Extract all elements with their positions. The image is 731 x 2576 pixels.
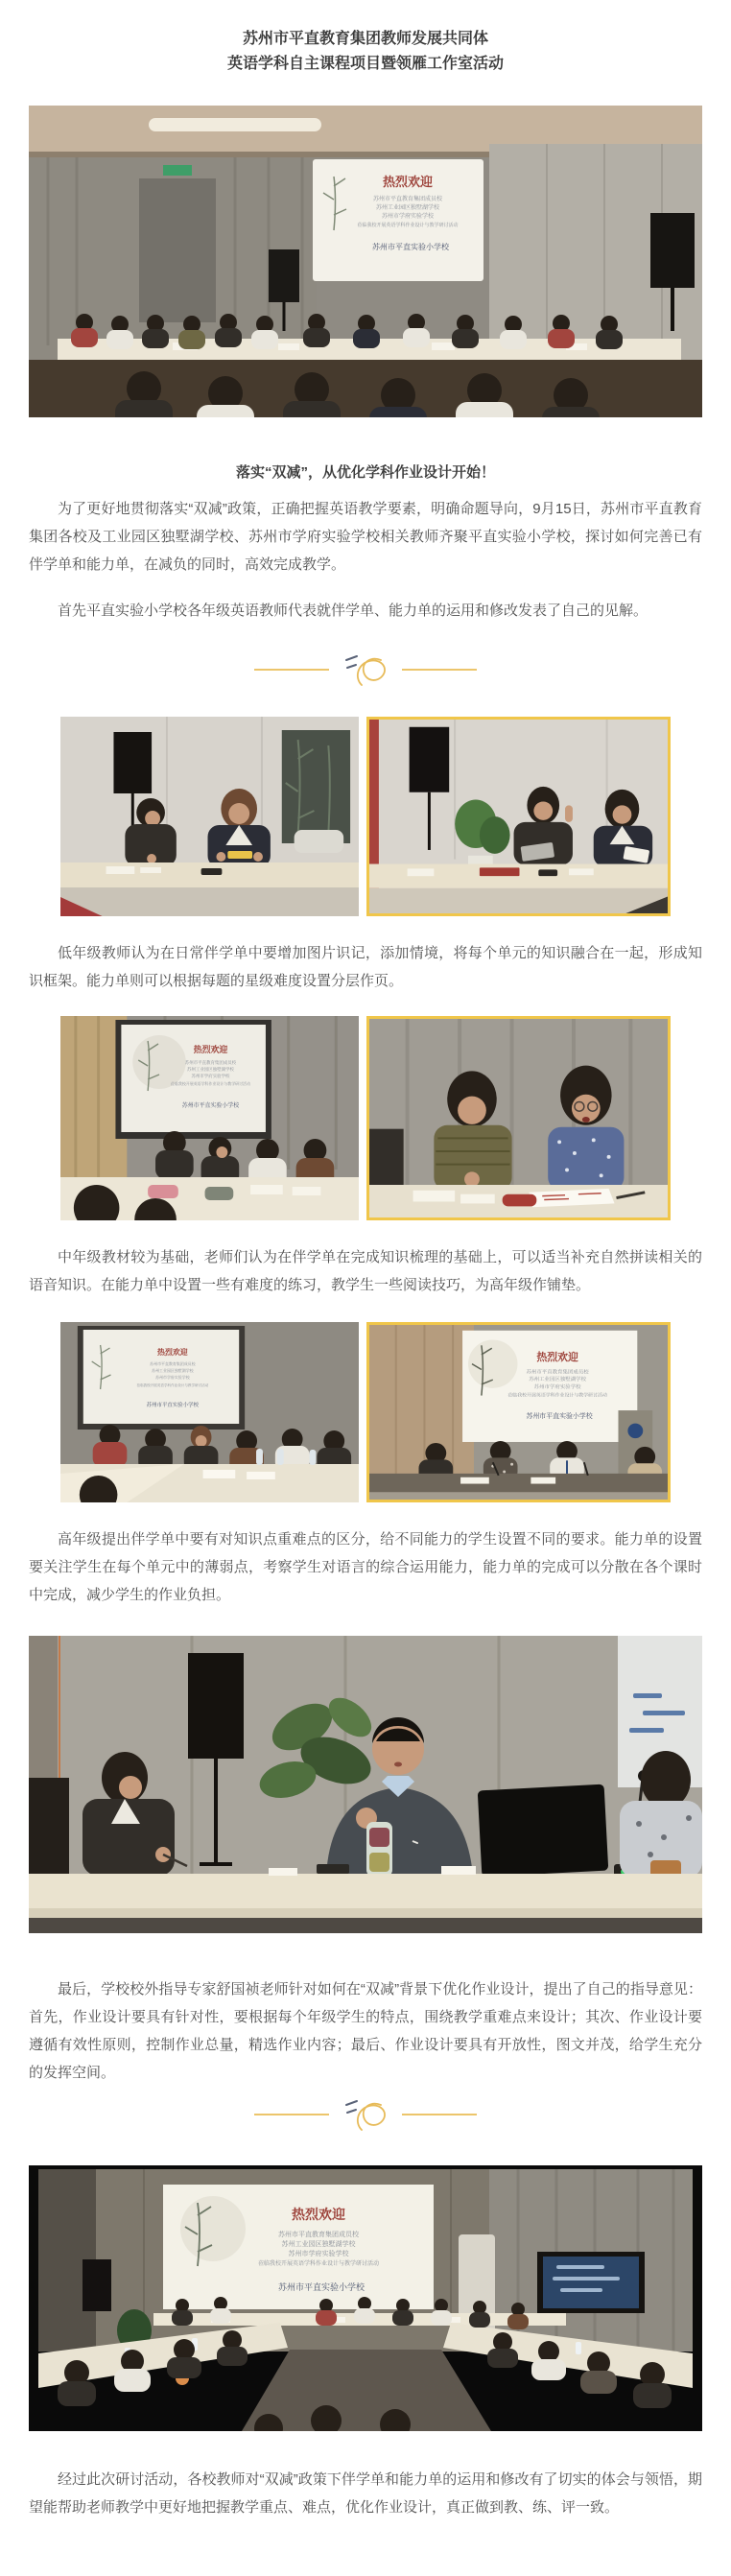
desk-with-books <box>369 1185 668 1217</box>
svg-text:苏州市平直实验小学校: 苏州市平直实验小学校 <box>181 1102 240 1110</box>
svg-text:热烈欢迎: 热烈欢迎 <box>193 1044 228 1055</box>
svg-text:苏州工业园区独墅湖学校: 苏州工业园区独墅湖学校 <box>187 1066 234 1073</box>
section-divider <box>231 648 500 692</box>
svg-text:莅临我校开展英语学科作业设计与教学研讨活动: 莅临我校开展英语学科作业设计与教学研讨活动 <box>257 2261 380 2267</box>
article-headline: 落实“双减”，从优化学科作业设计开始！ <box>235 464 495 481</box>
projection-screen <box>462 1331 637 1442</box>
photo-low-grade-teachers-1[interactable] <box>60 717 359 916</box>
meeting-table <box>60 863 359 916</box>
svg-text:热烈欢迎: 热烈欢迎 <box>157 1347 188 1358</box>
projection-screen <box>313 159 483 281</box>
divider-swirl-icon <box>339 2093 392 2136</box>
svg-text:苏州市学府实验学校: 苏州市学府实验学校 <box>155 1374 190 1381</box>
projection-screen <box>115 1020 271 1139</box>
photo-row-high-grade <box>60 1322 671 1502</box>
photo-expert-guidance[interactable] <box>29 1636 702 1933</box>
svg-text:苏州市平直教育集团成员校: 苏州市平直教育集团成员校 <box>150 1360 196 1367</box>
svg-text:苏州工业园区独墅湖学校: 苏州工业园区独墅湖学校 <box>281 2241 356 2248</box>
svg-text:莅临我校开展英语学科作业设计与教学研讨活动: 莅临我校开展英语学科作业设计与教学研讨活动 <box>507 1393 607 1399</box>
article-title-line2: 英语学科自主课程项目暨领雁工作室活动 <box>226 56 504 72</box>
svg-text:苏州市平直实验小学校: 苏州市平直实验小学校 <box>372 243 449 251</box>
conference-table <box>29 1864 702 1933</box>
paragraph-low-grade: 低年级教师认为在日常伴学单中要增加图片识记，添加情境，将每个单元的知识融合在一起，形成知识框架。能力单则可以根据每题的星级难度设置分层作页。 <box>29 945 702 989</box>
svg-text:莅临我校开展英语学科作业设计与教学研讨活动: 莅临我校开展英语学科作业设计与教学研讨活动 <box>171 1080 250 1087</box>
svg-text:热烈欢迎: 热烈欢迎 <box>292 2207 345 2222</box>
projection-screen <box>78 1326 245 1430</box>
photo-high-grade-panel-2[interactable] <box>366 1322 671 1502</box>
divider-line-right <box>402 2114 477 2115</box>
svg-text:苏州市平直实验小学校: 苏州市平直实验小学校 <box>146 1402 200 1409</box>
svg-text:苏州市平直教育集团成员校: 苏州市平直教育集团成员校 <box>526 1369 589 1376</box>
divider-line-right <box>402 669 477 671</box>
svg-text:热烈欢迎: 热烈欢迎 <box>536 1351 578 1363</box>
paragraph-mid-grade: 中年级教材较为基础，老师们认为在伴学单在完成知识梳理的基础上，可以适当补充自然拼读相关的语音知识。在能力单中设置一些有难度的练习，教学生一些阅读技巧，为高年级作铺垫。 <box>29 1249 702 1293</box>
photo-high-grade-discussion-1[interactable] <box>60 1322 359 1502</box>
photo-row-low-grade <box>60 717 671 916</box>
svg-text:苏州市平直教育集团成员校: 苏州市平直教育集团成员校 <box>372 197 443 202</box>
projection-screen <box>163 2185 434 2309</box>
paragraph-high-grade: 高年级提出伴学单中要有对知识点重难点的区分，给不同能力的学生设置不同的要求。能力单的设置要关注学生在每个单元中的薄弱点，考察学生对语言的综合运用能力，能力单的完成可以分散在各个课时中完成，减少学生的作业负担。 <box>29 1531 702 1603</box>
divider-line-left <box>254 669 329 671</box>
svg-text:苏州市学府实验学校: 苏州市学府实验学校 <box>381 214 435 220</box>
svg-text:苏州市学府实验学校: 苏州市学府实验学校 <box>288 2251 349 2257</box>
photo-closing-overview[interactable] <box>29 2165 702 2431</box>
svg-text:苏州市平直教育集团成员校: 苏州市平直教育集团成员校 <box>278 2232 359 2238</box>
section-divider-2 <box>231 2092 500 2137</box>
svg-text:苏州市平直实验小学校: 苏州市平直实验小学校 <box>277 2282 366 2292</box>
loudspeaker <box>83 2259 111 2311</box>
laptop <box>478 1784 609 1878</box>
paragraph-intro: 为了更好地贯彻落实“双减”政策，正确把握英语教学要素，明确命题导向，9月15日，苏州市平直教育集团各校及工业园区独墅湖学校、苏州市学府实验学校相关教师齐聚平直实验小学校，探讨如何完善已有伴学单和能力单，在减负的同时，高效完成教学。 <box>29 501 702 573</box>
divider-line-left <box>254 2114 329 2115</box>
article-title-line1: 苏州市平直教育集团教师发展共同体 <box>242 31 488 47</box>
svg-text:莅临我校开展英语学科作业设计与教学研讨活动: 莅临我校开展英语学科作业设计与教学研讨活动 <box>357 223 459 228</box>
meeting-table <box>369 864 668 913</box>
svg-text:苏州工业园区独墅湖学校: 苏州工业园区独墅湖学校 <box>529 1377 587 1383</box>
paragraph-expert-advice: 最后，学校校外指导专家舒国祯老师针对如何在“双减”背景下优化作业设计，提出了自己的指导意见：首先，作业设计要具有针对性，要根据每个年级学生的特点，围绕教学重难点来设计；其次、作业设计要遵循有效性原则，控制作业总量，精选作业内容；最后、作业设计要具有开放性，图文并茂，给学生充分的发挥空间。 <box>29 1981 702 2081</box>
photo-row-mid-grade <box>60 1016 671 1220</box>
tv-screen <box>537 2252 645 2313</box>
svg-text:热烈欢迎: 热烈欢迎 <box>382 175 434 189</box>
svg-text:苏州市平直实验小学校: 苏州市平直实验小学校 <box>526 1412 593 1420</box>
svg-text:苏州市学府实验学校: 苏州市学府实验学校 <box>533 1383 581 1390</box>
svg-text:苏州工业园区独墅湖学校: 苏州工业园区独墅湖学校 <box>152 1367 194 1374</box>
door <box>139 165 216 322</box>
svg-text:苏州市平直教育集团成员校: 苏州市平直教育集团成员校 <box>184 1059 237 1066</box>
svg-text:莅临我校开展英语学科作业设计与教学研讨活动: 莅临我校开展英语学科作业设计与教学研讨活动 <box>136 1383 209 1388</box>
window-bamboo-panel <box>282 730 350 843</box>
tea-jar <box>366 1822 392 1877</box>
white-chair <box>295 830 344 853</box>
photo-low-grade-teachers-2[interactable] <box>366 717 671 916</box>
svg-text:苏州市学府实验学校: 苏州市学府实验学校 <box>191 1073 230 1079</box>
photo-conference-overview[interactable] <box>29 106 702 417</box>
svg-text:苏州工业园区独墅湖学校: 苏州工业园区独墅湖学校 <box>375 205 440 211</box>
photo-mid-grade-speakers-2[interactable] <box>366 1016 671 1220</box>
photo-mid-grade-discussion-1[interactable] <box>60 1016 359 1220</box>
divider-swirl-icon <box>339 649 392 691</box>
paragraph-conclusion: 经过此次研讨活动，各校教师对“双减”政策下伴学单和能力单的运用和修改有了切实的体会与领悟，期望能帮助老师教学中更好地把握教学重点、难点，优化作业设计，真正做到教、练、评一致。 <box>29 2471 702 2516</box>
paragraph-teachers-share: 首先平直实验小学校各年级英语教师代表就伴学单、能力单的运用和修改发表了自己的见解。 <box>58 603 648 619</box>
